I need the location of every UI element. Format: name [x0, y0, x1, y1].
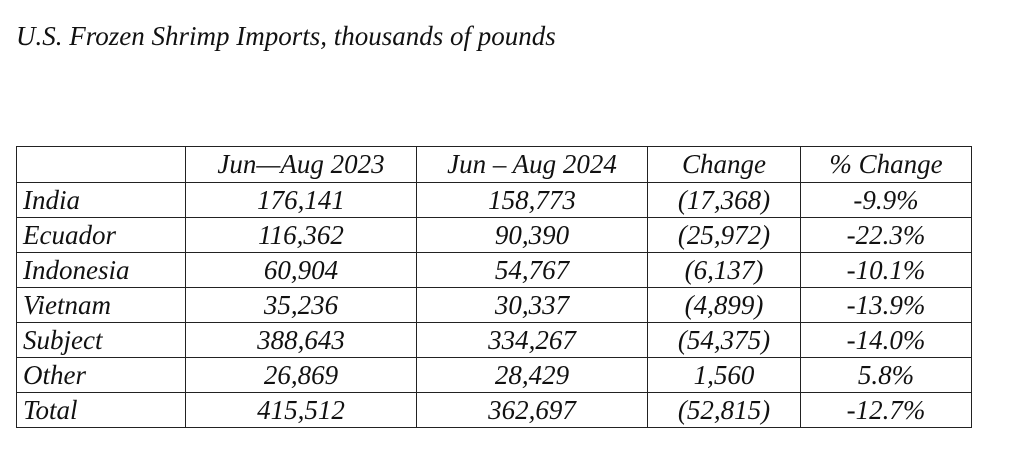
value-2023: 176,141	[186, 183, 417, 218]
value-pct-change: -10.1%	[801, 253, 972, 288]
table-row-other	[17, 358, 972, 393]
row-label: India	[17, 183, 186, 218]
row-label: Ecuador	[17, 218, 186, 253]
header-cell-2024: Jun – Aug 2024	[417, 147, 648, 183]
shrimp-imports-table	[16, 146, 972, 428]
value-change: (4,899)	[648, 288, 801, 323]
value-change: (52,815)	[648, 393, 801, 428]
value-pct-change: -14.0%	[801, 323, 972, 358]
value-2023: 116,362	[186, 218, 417, 253]
value-pct-change: -22.3%	[801, 218, 972, 253]
table-row-subject	[17, 323, 972, 358]
header-cell-change: Change	[648, 147, 801, 183]
table-row-india	[17, 183, 972, 218]
row-label: Subject	[17, 323, 186, 358]
header-row	[17, 147, 972, 183]
value-change: 1,560	[648, 358, 801, 393]
row-label: Vietnam	[17, 288, 186, 323]
row-label: Total	[17, 393, 186, 428]
row-label: Indonesia	[17, 253, 186, 288]
table-row-total	[17, 393, 972, 428]
value-2024: 362,697	[417, 393, 648, 428]
value-2023: 60,904	[186, 253, 417, 288]
document-title: U.S. Frozen Shrimp Imports, thousands of pounds	[16, 21, 556, 51]
header-cell-region	[17, 147, 186, 183]
value-2024: 158,773	[417, 183, 648, 218]
value-2024: 28,429	[417, 358, 648, 393]
table-row-vietnam	[17, 288, 972, 323]
value-change: (17,368)	[648, 183, 801, 218]
value-2023: 26,869	[186, 358, 417, 393]
value-change: (6,137)	[648, 253, 801, 288]
value-pct-change: -13.9%	[801, 288, 972, 323]
value-2024: 54,767	[417, 253, 648, 288]
value-2023: 35,236	[186, 288, 417, 323]
value-2024: 90,390	[417, 218, 648, 253]
table-row-ecuador	[17, 218, 972, 253]
value-2024: 334,267	[417, 323, 648, 358]
value-pct-change: 5.8%	[801, 358, 972, 393]
row-label: Other	[17, 358, 186, 393]
value-change: (25,972)	[648, 218, 801, 253]
header-cell-2023: Jun—Aug 2023	[186, 147, 417, 183]
value-2023: 415,512	[186, 393, 417, 428]
table-row-indonesia	[17, 253, 972, 288]
value-2023: 388,643	[186, 323, 417, 358]
value-change: (54,375)	[648, 323, 801, 358]
header-cell-pct-change: % Change	[801, 147, 972, 183]
value-pct-change: -9.9%	[801, 183, 972, 218]
value-2024: 30,337	[417, 288, 648, 323]
value-pct-change: -12.7%	[801, 393, 972, 428]
